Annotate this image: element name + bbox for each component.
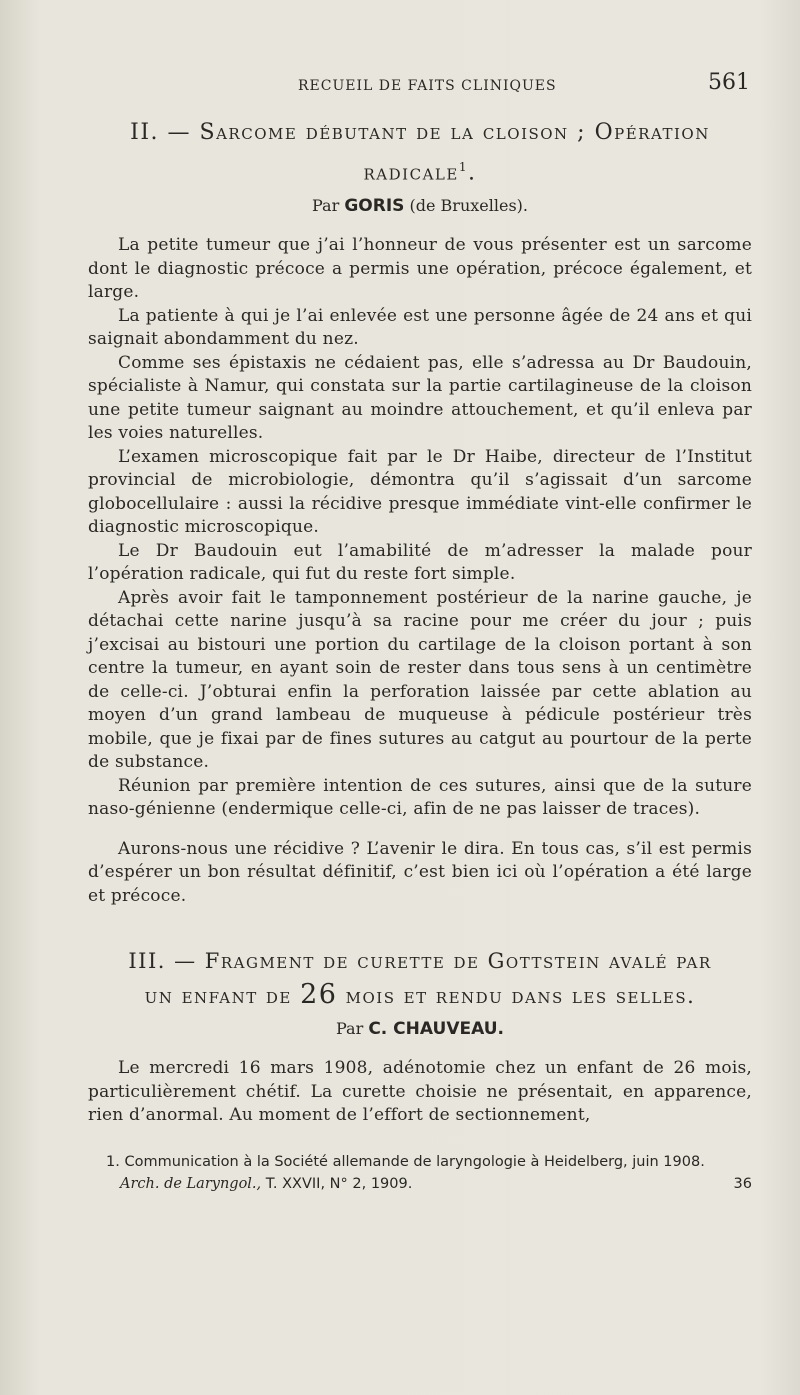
section-2-title-line2: radicale [363, 160, 459, 186]
section-3-title-line2b: mois et rendu dans les selles. [345, 984, 696, 1009]
journal-name: Arch. de Laryngol., [120, 1175, 262, 1192]
byline-prefix: Par [312, 196, 340, 216]
section-3-title-line1: III. — Fragment de curette de Gottstein avalé par [128, 949, 712, 974]
paragraph: Après avoir fait le tamponnement postérieur de la narine gauche, je détachai cette narine jusqu’à sa racine pour me créer du jour ; puis j’excisai au bistouri une portion du cartilage de la cloison portant à son centre la tumeur, en ayant soin de rester dans tous sens à un centimètre de celle-ci. J’obturai enfin la perforation laissée par cette ablation au moyen d’un grand lambeau de muqueuse à pédicule postérieur très mobile, que je fixai par de fines sutures au catgut au pourtour de la perte de substance. [88, 587, 752, 773]
journal-volume: T. XXVII, N° 2, 1909. [265, 1175, 413, 1192]
paragraph: L’examen microscopique fait par le Dr Haibe, directeur de l’Institut provincial de microbiologie, démontra qu’il s’agissait d’un sarcome globocellulaire : aussi la récidive presque immédiate vint-elle confirmer le diagnostic microscopique. [88, 446, 752, 538]
author-name: GORIS [344, 196, 405, 217]
paragraph: Aurons-nous une récidive ? L’avenir le dira. En tous cas, s’il est permis d’espérer un bon résultat définitif, c’est bien ici où l’opération a été large et précoce. [88, 838, 752, 906]
page-content [88, 70, 752, 1195]
section-3-title-line2a: un enfant de [144, 984, 292, 1009]
section-3 [88, 944, 752, 1128]
running-head-title: RECUEIL DE FAITS CLINIQUES [298, 78, 557, 94]
paragraph: Comme ses épistaxis ne cédaient pas, elle s’adressa au Dr Baudouin, spécialiste à Namur, qui constata sur la partie cartilagineuse de la cloison une petite tumeur saignant au moindre attouchement, et qu’il enleva par les voies naturelles. [88, 352, 752, 444]
section-3-byline [88, 1019, 752, 1039]
footnote: 1. Communication à la Société allemande de laryngologie à Heidelberg, juin 1908. [106, 1153, 705, 1170]
section-2-title-line1: II. — Sarcome débutant de la cloison ; Opération [130, 120, 710, 145]
author-affiliation: (de Bruxelles). [409, 196, 528, 216]
sheet-number: 36 [733, 1175, 752, 1192]
paragraph: Réunion par première intention de ces sutures, ainsi que de la suture naso-génienne (endermique celle-ci, afin de ne pas laisser de traces). [88, 775, 752, 820]
signature-line [88, 1173, 752, 1195]
paragraph: La petite tumeur que j’ai l’honneur de vous présenter est un sarcome dont le diagnostic précoce a permis une opération, précoce également, et large. [88, 235, 752, 303]
section-2 [88, 116, 752, 908]
section-3-title [88, 944, 752, 1013]
paragraph: La patiente à qui je l’ai enlevée est une personne âgée de 24 ans et qui saignait abondamment du nez. [88, 305, 752, 350]
footnote-mark: 1 [458, 160, 468, 174]
byline-prefix: Par [336, 1019, 364, 1039]
section-2-byline [88, 196, 752, 216]
running-head [88, 70, 752, 110]
paragraph: Le mercredi 16 mars 1908, adénotomie chez un enfant de 26 mois, particulièrement chétif. La curette choisie ne présentait, en apparence, rien d’anormal. Au moment de l’effort de sectionnement, [88, 1058, 752, 1126]
page-number: 561 [708, 70, 750, 95]
section-3-title-number: 26 [300, 979, 338, 1011]
section-2-title: II. — Sarcome débutant de la cloison ; Opération radicale$^1$. [130, 120, 710, 186]
author-name: C. CHAUVEAU. [368, 1019, 504, 1040]
paragraph: Le Dr Baudouin eut l’amabilité de m’adresser la malade pour l’opération radicale, qui fut du reste fort simple. [88, 540, 752, 585]
